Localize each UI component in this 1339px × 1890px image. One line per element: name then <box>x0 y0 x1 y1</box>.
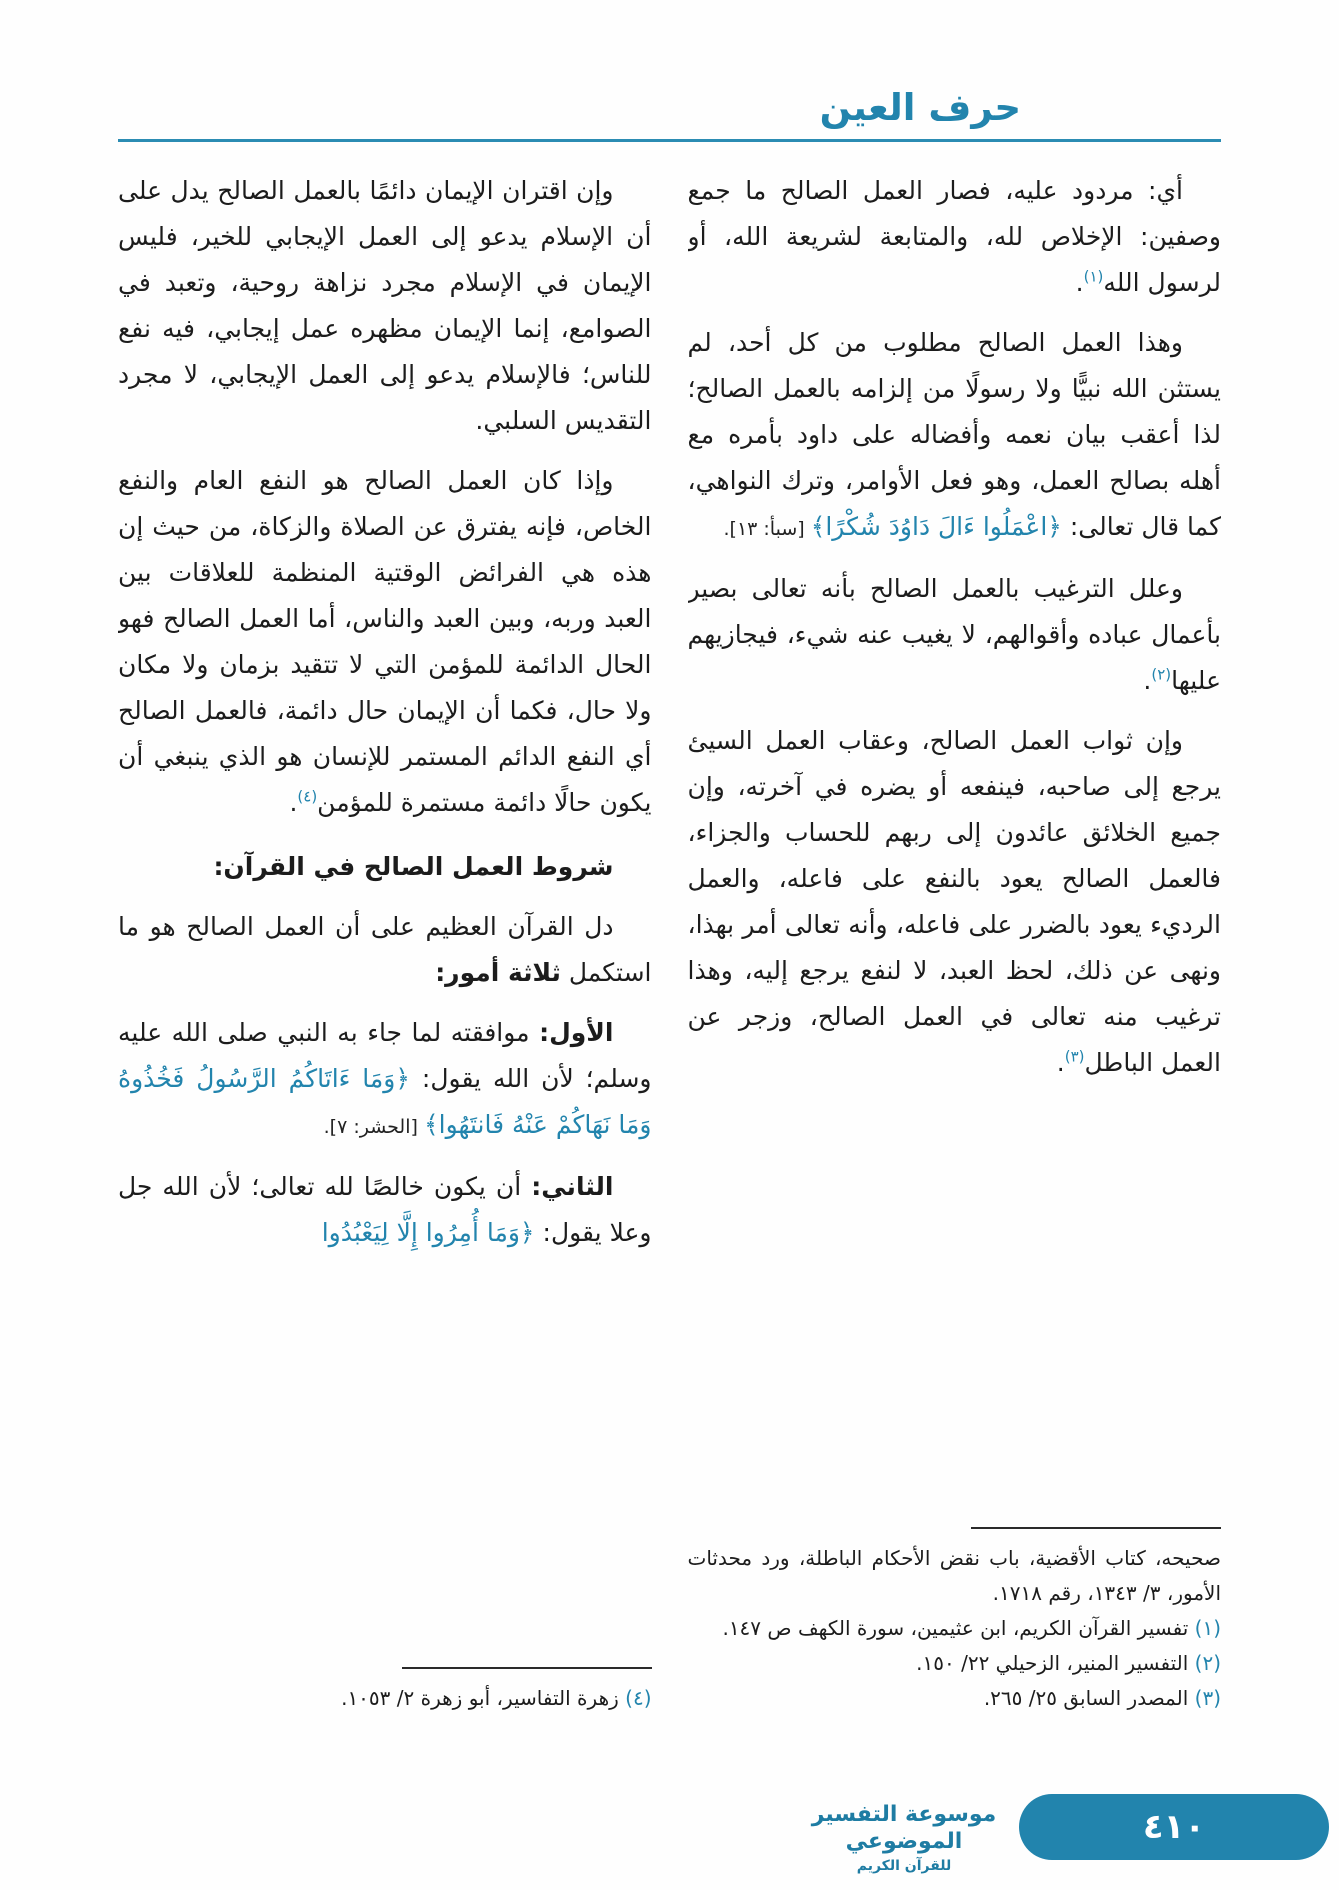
footnotes-left <box>118 1667 652 1722</box>
paragraph <box>688 718 1222 1086</box>
paragraph <box>118 904 652 996</box>
body-text: وإذا كان العمل الصالح هو النفع العام والنفع الخاص، فإنه يفترق عن الصلاة والزكاة، من حيث إن هذه هي الفرائض الوقتية المنظمة للعلاقات بين العبد وربه، وبين العبد والناس، أما العمل الصالح فهو الحال الدائمة للمؤمن التي لا تتقيد بزمان ولا مكان ولا حال، فكما أن الإيمان حال دائمة، فالعمل الصالح أي النفع الدائم المستمر للإنسان هو الذي ينبغي أن يكون حالًا دائمة مستمرة للمؤمن <box>118 466 652 817</box>
paragraph <box>118 168 652 444</box>
chapter-title: حرف العين <box>819 86 1021 129</box>
footnote-text: زهرة التفاسير، أبو زهرة ٢/ ١٠٥٣. <box>341 1686 626 1710</box>
footnote <box>118 1681 652 1716</box>
body-text: . <box>1056 1048 1065 1077</box>
column-left <box>118 168 652 1722</box>
paragraph <box>118 1164 652 1256</box>
emphasized-text: ثلاثة أمور: <box>435 958 561 987</box>
body-text: موافقته لما جاء به النبي صلى الله عليه وسلم؛ لأن الله يقول: <box>118 1018 652 1093</box>
body-text: وعلل الترغيب بالعمل الصالح بأنه تعالى بصير بأعمال عباده وأقوالهم، لا يغيب عنه شيء، فيجازيهم عليها <box>687 574 1221 695</box>
body-text: . <box>289 788 298 817</box>
footnote <box>688 1646 1222 1681</box>
footnote-marker: (٢) <box>1151 665 1172 684</box>
page-content <box>0 142 1339 1722</box>
footnote-number: (١) <box>1194 1616 1221 1640</box>
paragraph <box>118 458 652 826</box>
footnote <box>688 1611 1222 1646</box>
quran-verse: ﴿اعْمَلُوا ءَالَ دَاوُدَ شُكْرًا﴾ <box>810 512 1062 541</box>
footnote-separator <box>402 1667 652 1669</box>
footnote-number: (٤) <box>625 1686 652 1710</box>
footnote-marker: (١) <box>1083 267 1104 286</box>
paragraph <box>688 168 1222 306</box>
footnote <box>688 1681 1222 1716</box>
body-text: دل القرآن العظيم على أن العمل الصالح هو ما استكمل <box>118 912 652 987</box>
footnotes-right <box>688 1527 1222 1722</box>
footnote <box>688 1541 1222 1611</box>
publisher-calligraphy-logo <box>799 1801 1009 1874</box>
column-right <box>688 168 1222 1722</box>
footnote-marker: (٤) <box>297 787 318 806</box>
paragraph <box>118 1010 652 1150</box>
footnote-text: صحيحه، كتاب الأقضية، باب نقض الأحكام الباطلة، ورد محدثات الأمور، ٣/ ١٣٤٣، رقم ١٧١٨. <box>687 1546 1221 1605</box>
list-label: الأول: <box>539 1018 614 1047</box>
body-text: أن يكون خالصًا لله تعالى؛ لأن الله جل وعلا يقول: <box>118 1172 652 1247</box>
list-label: الثاني: <box>531 1172 614 1201</box>
publisher-logo-subtitle: للقرآن الكريم <box>856 1858 952 1874</box>
page-number: ٤١٠ <box>1142 1807 1206 1847</box>
page-header <box>0 0 1339 142</box>
body-text: . <box>1143 666 1152 695</box>
verse-citation: [سبأ: ١٣]. <box>723 518 811 540</box>
footnote-text: تفسير القرآن الكريم، ابن عثيمين، سورة الكهف ص ١٤٧. <box>722 1616 1195 1640</box>
footnote-separator <box>971 1527 1221 1529</box>
footnote-marker: (٣) <box>1064 1047 1085 1066</box>
footnote-text: المصدر السابق ٢٥/ ٢٦٥. <box>983 1686 1195 1710</box>
body-text: . <box>1075 268 1084 297</box>
quran-verse: ﴿وَمَا أُمِرُوا إِلَّا لِيَعْبُدُوا <box>321 1218 535 1247</box>
footnote-number: (٣) <box>1194 1686 1221 1710</box>
paragraph <box>688 566 1222 704</box>
body-text: وإن اقتران الإيمان دائمًا بالعمل الصالح يدل على أن الإسلام يدعو إلى العمل الإيجابي للخير، فليس الإيمان في الإسلام مجرد نزاهة روحية، وتعبد في الصوامع، إنما الإيمان مظهره عمل إيجابي، فيه نفع للناس؛ فالإسلام يدعو إلى العمل الإيجابي، لا مجرد التقديس السلبي. <box>118 176 652 435</box>
paragraph <box>688 320 1222 552</box>
body-text: أي: مردود عليه، فصار العمل الصالح ما جمع وصفين: الإخلاص لله، والمتابعة لشريعة الله، أو لرسول الله <box>687 176 1221 297</box>
verse-citation: [الحشر: ٧]. <box>323 1116 424 1138</box>
footnote-number: (٢) <box>1194 1651 1221 1675</box>
body-text: وإن ثواب العمل الصالح، وعقاب العمل السيئ يرجع إلى صاحبه، فينفعه أو يضره في آخرته، وإن جميع الخلائق عائدون إلى ربهم للحساب والجزاء، فالعمل الصالح يعود بالنفع على فاعله، والعمل الرديء يعود بالضرر على فاعله، وأنه تعالى أمر بهذا، ونهى عن ذلك، لحظ العبد، لا لنفع يرجع إليه، وهذا ترغيب منه تعالى في العمل الصالح، وزجر عن العمل الباطل <box>687 726 1221 1077</box>
page-number-badge <box>1019 1794 1329 1860</box>
body-text: وهذا العمل الصالح مطلوب من كل أحد، لم يستثن الله نبيًّا ولا رسولًا من إلزامه بالعمل الصالح؛ لذا أعقب بيان نعمه وأفضاله على داود بأمره مع أهله بصالح العمل، وهو فعل الأوامر، وترك النواهي، كما قال تعالى: <box>687 328 1221 541</box>
publisher-logo-title: موسوعة التفسير الموضوعي <box>811 1802 997 1854</box>
footnote-text: التفسير المنير، الزحيلي ٢٢/ ١٥٠. <box>916 1651 1195 1675</box>
quran-verse: ﴿وَمَا ءَاتَاكُمُ الرَّسُولُ فَخُذُوهُ وَمَا نَهَاكُمْ عَنْهُ فَانتَهُوا﴾ <box>118 1064 652 1139</box>
section-heading: شروط العمل الصالح في القرآن: <box>213 852 614 881</box>
